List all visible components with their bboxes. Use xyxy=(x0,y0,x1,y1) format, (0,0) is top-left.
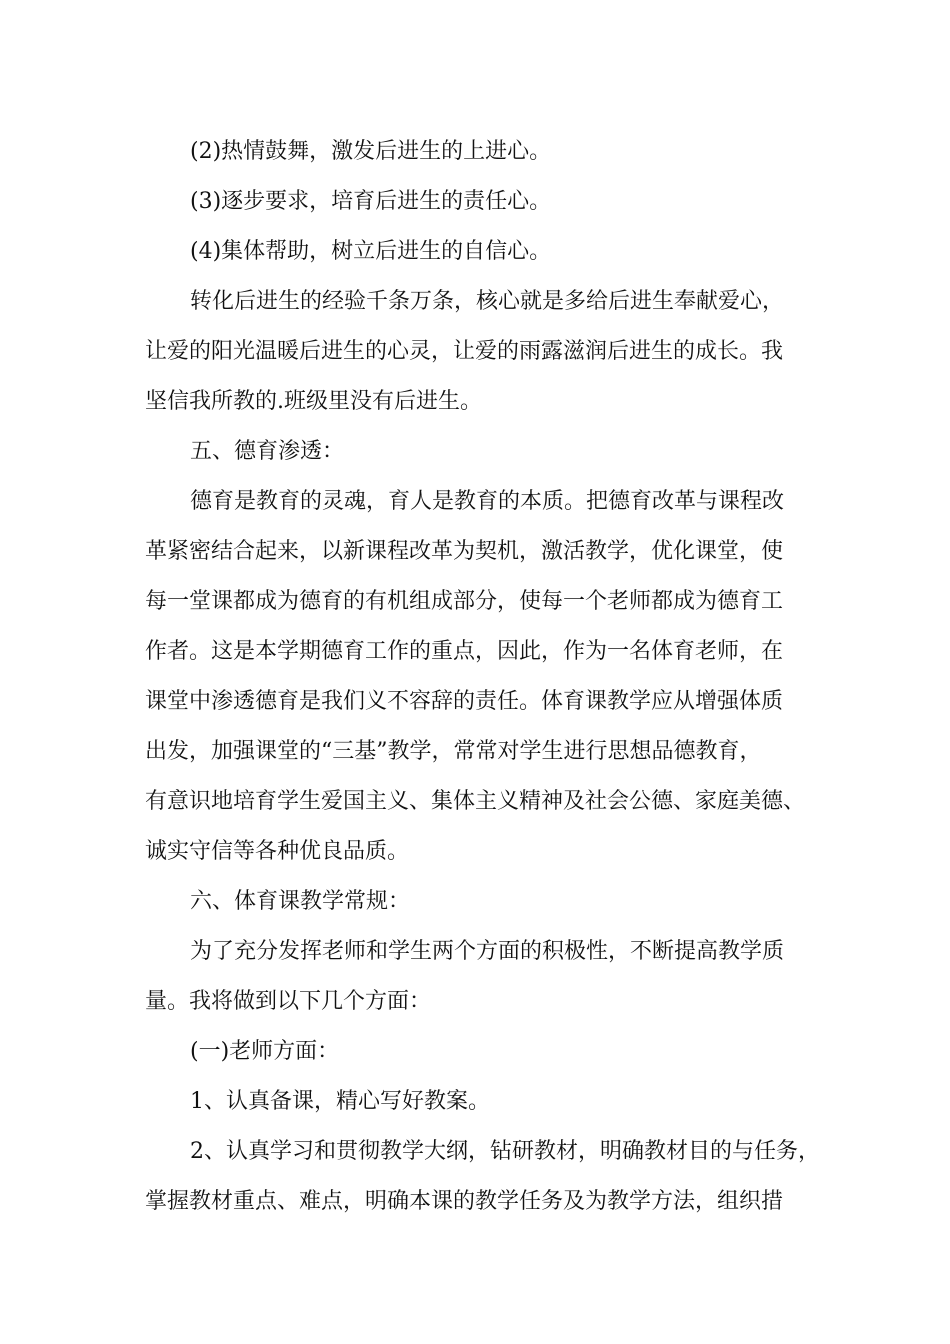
subsection-heading: (一)老师方面： xyxy=(190,1039,340,1064)
paragraph-line: 为了充分发挥老师和学生两个方面的积极性，不断提高教学质 xyxy=(190,939,785,964)
paragraph-line: 转化后进生的经验千条万条，核心就是多给后进生奉献爱心， xyxy=(190,289,785,314)
paragraph-line: 量。我将做到以下几个方面： xyxy=(145,989,432,1014)
paragraph-line: 革紧密结合起来，以新课程改革为契机，激活教学，优化课堂，使 xyxy=(145,539,784,564)
list-item-2-teacher: 2、认真学习和贯彻教学大纲，钻研教材，明确教材目的与任务， xyxy=(190,1139,820,1164)
paragraph-line: 德育是教育的灵魂，育人是教育的本质。把德育改革与课程改 xyxy=(190,489,785,514)
paragraph-line: 课堂中渗透德育是我们义不容辞的责任。体育课教学应从增强体质 xyxy=(145,689,784,714)
list-item-4: (4)集体帮助，树立后进生的自信心。 xyxy=(190,239,552,264)
section-heading-6: 六、体育课教学常规： xyxy=(190,889,411,914)
paragraph-line: 坚信我所教的.班级里没有后进生。 xyxy=(145,389,482,414)
paragraph-line: 每一堂课都成为德育的有机组成部分，使每一个老师都成为德育工 xyxy=(145,589,784,614)
paragraph-line: 作者。这是本学期德育工作的重点，因此，作为一名体育老师，在 xyxy=(145,639,784,664)
paragraph-line: 出发，加强课堂的“三基”教学，常常对学生进行思想品德教育， xyxy=(145,739,762,764)
paragraph-line: 有意识地培育学生爱国主义、集体主义精神及社会公德、家庭美德、 xyxy=(145,789,806,814)
paragraph-line: 诚实守信等各种优良品质。 xyxy=(145,839,410,864)
list-item-2: (2)热情鼓舞，激发后进生的上进心。 xyxy=(190,139,552,164)
list-item-3: (3)逐步要求，培育后进生的责任心。 xyxy=(190,189,552,214)
paragraph-line: 掌握教材重点、难点，明确本课的教学任务及为教学方法，组织措 xyxy=(145,1189,784,1214)
list-item-1: 1、认真备课，精心写好教案。 xyxy=(190,1089,490,1114)
section-heading-5: 五、德育渗透： xyxy=(190,439,345,464)
paragraph-line: 让爱的阳光温暖后进生的心灵，让爱的雨露滋润后进生的成长。我 xyxy=(145,339,784,364)
